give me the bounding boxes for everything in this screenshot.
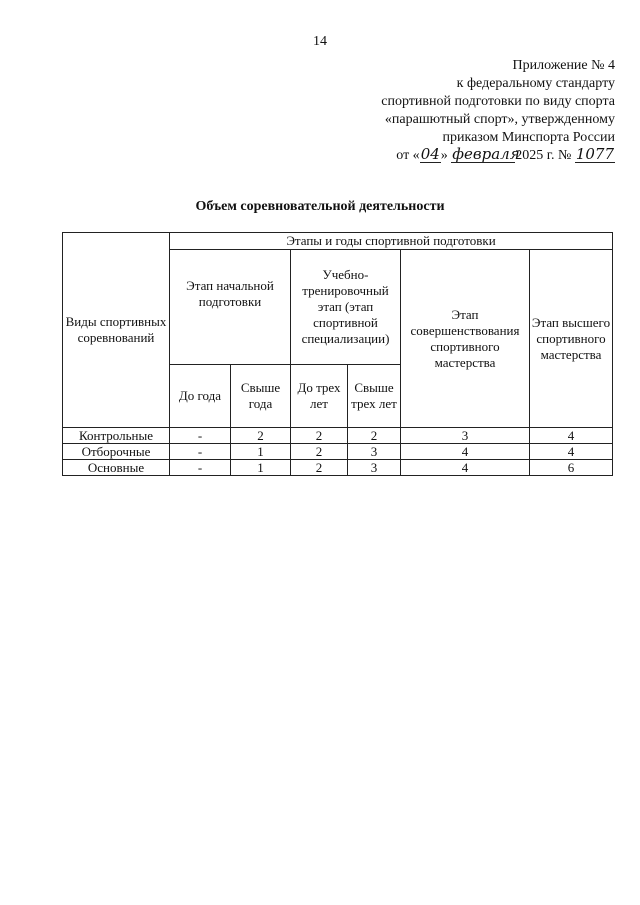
order-date-line [300, 147, 615, 165]
table-cell: - [170, 428, 231, 444]
row-label: Основные [63, 460, 170, 476]
date-prefix: от « [396, 148, 420, 163]
table-cell: 2 [291, 460, 348, 476]
table-cell: - [170, 444, 231, 460]
date-mid: » [440, 148, 448, 163]
appendix-line: «парашютный спорт», утвержденному [384, 112, 615, 127]
handwritten-order-number: 1077 [575, 145, 614, 163]
table-cell: 2 [291, 428, 348, 444]
document-title: Объем соревновательной деятельности [195, 199, 445, 214]
table-cell: - [170, 460, 231, 476]
table-cell: 3 [401, 428, 530, 444]
appendix-line: к федеральному стандарту [456, 76, 615, 91]
appendix-header [300, 57, 615, 165]
table-cell: 2 [231, 428, 291, 444]
table-cell: 6 [530, 460, 613, 476]
table-cell: 1 [231, 460, 291, 476]
header-row [63, 233, 613, 250]
sub-up-to-three: До трех лет [291, 365, 348, 428]
table-row [63, 428, 613, 444]
stage-initial-header: Этап начальной подготовки [170, 250, 291, 365]
competition-table [62, 232, 613, 476]
table-row [63, 460, 613, 476]
table-cell: 3 [348, 444, 401, 460]
table-cell: 4 [530, 444, 613, 460]
appendix-title: Приложение № 4 [512, 58, 615, 73]
year-text: 2025 г. № [515, 148, 572, 163]
row-label: Контрольные [63, 428, 170, 444]
handwritten-month: февраля [452, 145, 520, 163]
page-number: 14 [313, 34, 327, 49]
table-cell: 4 [530, 428, 613, 444]
handwritten-day: 04 [420, 145, 440, 163]
stage-higher-header: Этап высшего спортивного мастерства [530, 250, 613, 428]
table-cell: 2 [348, 428, 401, 444]
stage-training-header: Учебно-тренировочный этап (этап спортивной специализации) [291, 250, 401, 365]
row-label: Отборочные [63, 444, 170, 460]
kinds-header: Виды спортивных соревнований [63, 233, 170, 428]
sub-over-three: Свыше трех лет [348, 365, 401, 428]
appendix-line: спортивной подготовки по виду спорта [381, 94, 615, 109]
table-cell: 2 [291, 444, 348, 460]
table-cell: 3 [348, 460, 401, 476]
stages-header: Этапы и годы спортивной подготовки [170, 233, 613, 250]
table-row [63, 444, 613, 460]
table-cell: 1 [231, 444, 291, 460]
appendix-line: приказом Минспорта России [442, 130, 615, 145]
sub-up-to-year: До года [170, 365, 231, 428]
sub-over-year: Свыше года [231, 365, 291, 428]
stage-improvement-header: Этап совершенствования спортивного мастерства [401, 250, 530, 428]
table-cell: 4 [401, 444, 530, 460]
table-cell: 4 [401, 460, 530, 476]
